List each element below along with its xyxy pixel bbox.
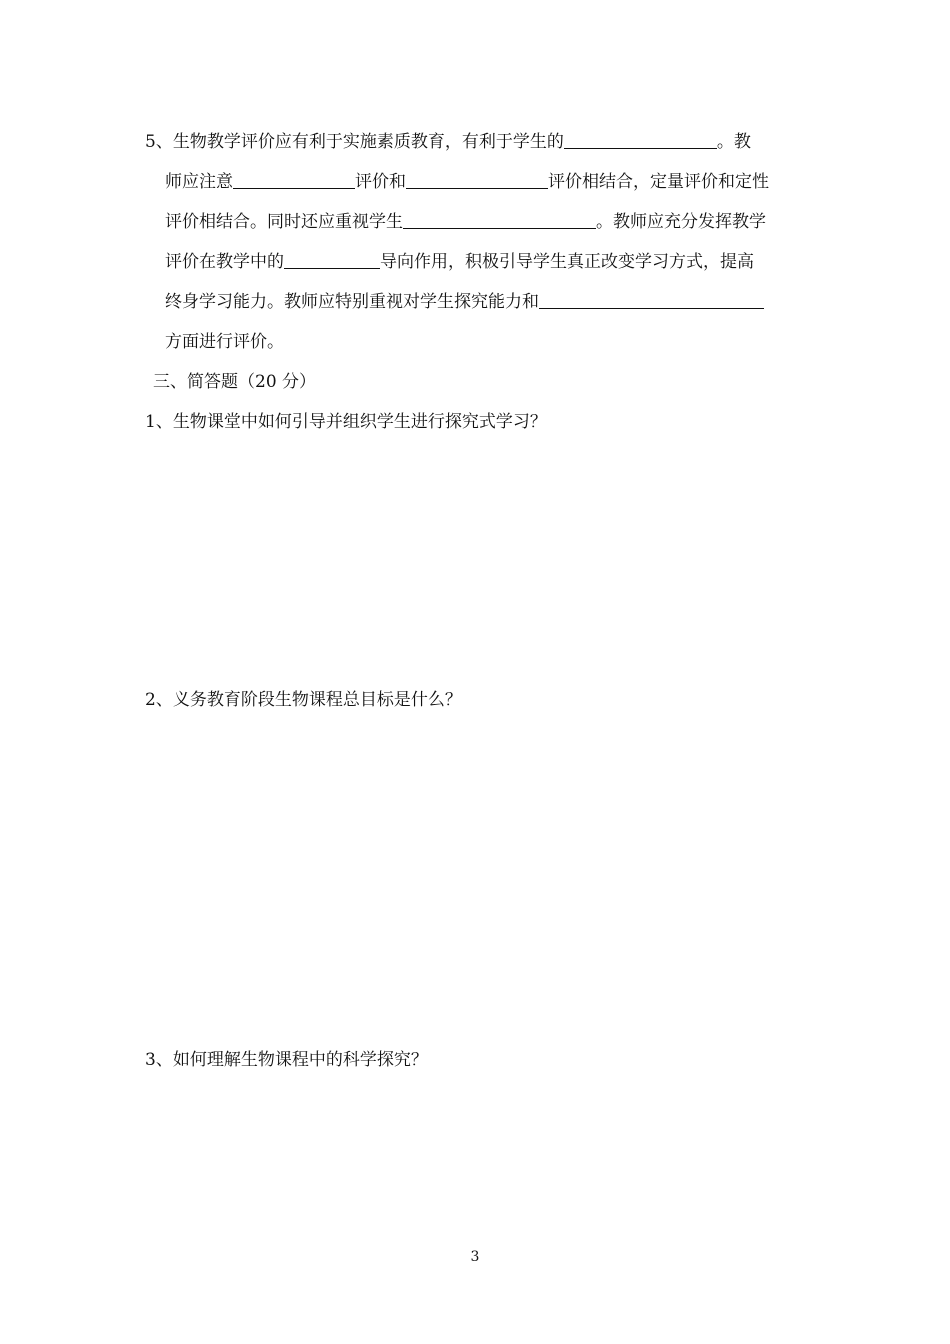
item5-line5-text: 终身学习能力。教师应特别重视对学生探究能力和 (165, 292, 539, 312)
question-1: 1、生物课堂中如何引导并组织学生进行探究式学习？ (145, 412, 547, 432)
blank-2[interactable] (233, 170, 355, 189)
item5-line2-text-b: 评价和 (355, 172, 406, 192)
answer-area-1[interactable] (145, 440, 810, 680)
item5-line2 (165, 170, 769, 194)
item5-line3-tail: 。教师应充分发挥教学 (596, 212, 766, 232)
question-3: 3、如何理解生物课程中的科学探究？ (145, 1050, 428, 1070)
blank-4[interactable] (403, 210, 596, 229)
item5-line1 (145, 130, 751, 154)
answer-area-2[interactable] (145, 718, 810, 1038)
blank-6[interactable] (539, 290, 764, 309)
blank-5[interactable] (284, 250, 380, 269)
item5-line1-tail: 。教 (716, 132, 751, 152)
answer-area-3[interactable] (145, 1078, 810, 1238)
page-number: 3 (470, 1249, 480, 1265)
item5-line4-tail: 导向作用，积极引导学生真正改变学习方式，提高 (380, 252, 754, 272)
item5-line3-text: 评价相结合。同时还应重视学生 (165, 212, 403, 232)
item5-line2-text-c: 评价相结合，定量评价和定性 (548, 172, 769, 192)
item5-line5 (165, 290, 764, 314)
item5-line2-text-a: 师应注意 (165, 172, 233, 192)
item5-line3 (165, 210, 766, 234)
item5-line1-text: 5、生物教学评价应有利于实施素质教育，有利于学生的 (145, 132, 564, 152)
item5-line4-text: 评价在教学中的 (165, 252, 284, 272)
blank-1[interactable] (564, 130, 717, 149)
item5-line6-text: 方面进行评价。 (165, 332, 284, 352)
blank-3[interactable] (406, 170, 548, 189)
item5-line4 (165, 250, 754, 274)
question-2: 2、义务教育阶段生物课程总目标是什么？ (145, 690, 462, 710)
section3-heading: 三、简答题（20 分） (153, 372, 317, 392)
item5-line6 (165, 330, 284, 354)
